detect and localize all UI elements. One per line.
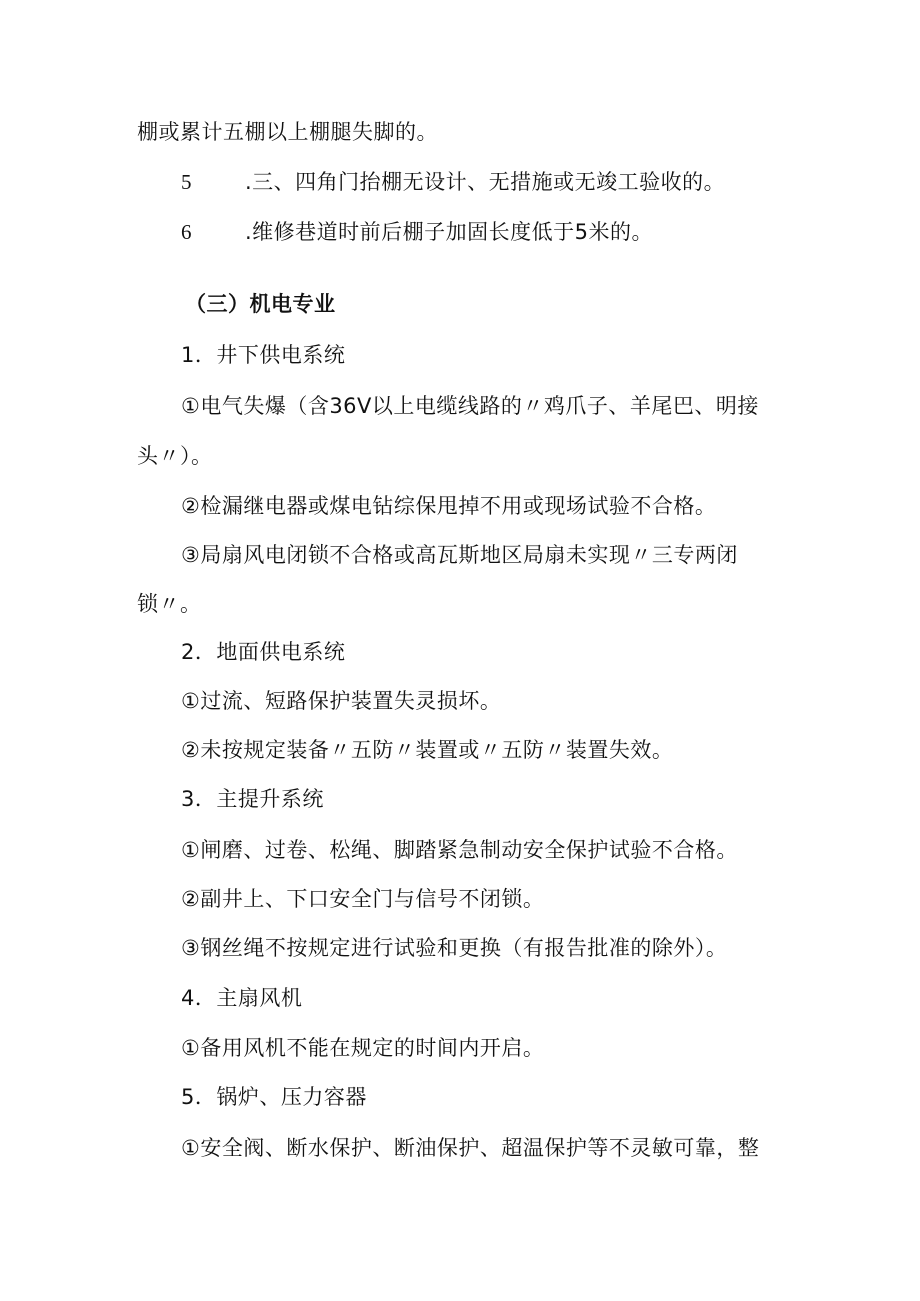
text-line: ①备用风机不能在规定的时间内开启。 xyxy=(181,1036,545,1060)
text-line: ②未按规定装备〃五防〃装置或〃五防〃装置失效。 xyxy=(181,738,674,762)
text-line: ①闸磨、过卷、松绳、脚踏紧急制动安全保护试验不合格。 xyxy=(181,838,738,862)
text-line: ①安全阀、断水保护、断油保护、超温保护等不灵敏可靠，整 xyxy=(181,1136,760,1160)
item-number: 6 xyxy=(181,220,192,244)
text-line: 锁〃。 xyxy=(137,592,202,616)
subsection-heading: 4．主扇风机 xyxy=(181,986,303,1010)
text-line: ②检漏继电器或煤电钻综保甩掉不用或现场试验不合格。 xyxy=(181,494,717,518)
text-line: ①电气失爆（含36V以上电缆线路的〃鸡爪子、羊尾巴、明接 xyxy=(181,394,759,418)
subsection-heading: 1．井下供电系统 xyxy=(181,343,346,367)
text-line: ②副井上、下口安全门与信号不闭锁。 xyxy=(181,887,545,911)
text-line: ③局扇风电闭锁不合格或高瓦斯地区局扇未实现〃三专两闭 xyxy=(181,543,738,567)
text-line: 棚或累计五棚以上棚腿失脚的。 xyxy=(137,120,438,144)
item-number: 5 xyxy=(181,170,192,194)
section-heading: （三）机电专业 xyxy=(185,292,336,316)
subsection-heading: 2．地面供电系统 xyxy=(181,640,346,664)
text-line: ①过流、短路保护装置失灵损坏。 xyxy=(181,689,502,713)
text-line: .维修巷道时前后棚子加固长度低于5米的。 xyxy=(245,220,654,244)
subsection-heading: 3．主提升系统 xyxy=(181,787,324,811)
text-line: .三、四角门抬棚无设计、无措施或无竣工验收的。 xyxy=(245,170,726,194)
text-line: ③钢丝绳不按规定进行试验和更换（有报告批准的除外）。 xyxy=(181,936,728,960)
subsection-heading: 5．锅炉、压力容器 xyxy=(181,1085,367,1109)
text-line: 头〃）。 xyxy=(137,444,213,468)
